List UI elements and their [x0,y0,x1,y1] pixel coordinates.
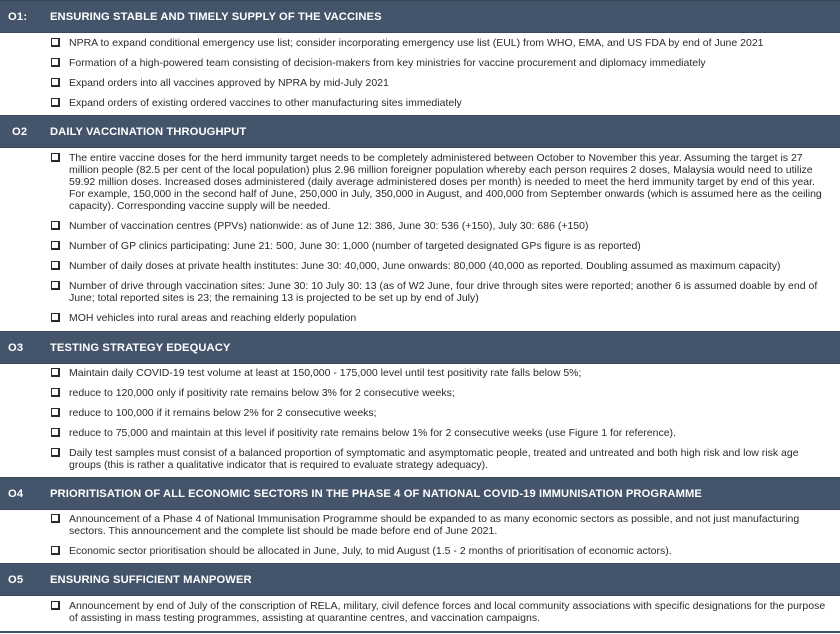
checkbox-square-icon [51,514,60,523]
item-text: Number of GP clinics participating: June 21: 500, June 30: 1,000 (number of targeted designated GPs figure is as reported) [69,240,641,252]
list-item [0,387,840,399]
item-text: Economic sector prioritisation should be allocated in June, July, to mid August (1.5 - 2 months of prioritisation of economic actors). [69,545,672,557]
list-item [0,260,840,272]
list-item [0,152,840,212]
list-item [0,545,840,557]
checkbox-square-icon [51,38,60,47]
item-text: Number of drive through vaccination sites: June 30: 10 July 30: 13 (as of W2 June, four drive through sites were reported; another 6 is assumed doable by end of June; total reported sites is 23; the remaining 13 is projected to be set up by end of July) [69,280,818,304]
section-body [0,148,840,331]
section-title: DAILY VACCINATION THROUGHPUT [50,125,247,138]
section-body [0,510,840,563]
section-body [0,596,840,633]
checkbox-square-icon [51,78,60,87]
section-body [0,364,840,477]
item-text: MOH vehicles into rural areas and reaching elderly population [69,312,357,324]
item-text: reduce to 120,000 only if positivity rate remains below 3% for 2 consecutive weeks; [69,387,455,399]
list-item [0,240,840,252]
item-text: reduce to 75,000 and maintain at this level if positivity rate remains below 1% for 2 consecutive weeks (use Figure 1 for reference). [69,427,676,439]
checkbox-square-icon [51,408,60,417]
checkbox-square-icon [51,221,60,230]
list-item [0,77,840,89]
checkbox-square-icon [51,98,60,107]
section-code: O1: [8,10,28,23]
section-code: O2 [12,125,28,138]
list-item [0,280,840,304]
checkbox-square-icon [51,261,60,270]
section-code: O4 [8,487,24,500]
section-title: TESTING STRATEGY EDEQUACY [50,341,231,354]
section-code: O5 [8,573,24,586]
checkbox-square-icon [51,428,60,437]
item-text: Announcement of a Phase 4 of National Immunisation Programme should be expanded to as many economic sectors as possible, and not just manufacturing sectors. This announcement and the complete list should be made before end of June 2021. [69,513,800,537]
item-text: The entire vaccine doses for the herd immunity target needs to be completely administered between October to November this year. Assuming the target is 27 million people (82.5 per cent of the local population) plus 2.96 million foreigner population whereby each person requires 2 doses, Malaysia would need to utilize 59.92 million doses. Increased doses administered (daily average administered doses per month) is needed to meet the herd immunity target by end of this year. For example, 150,000 in the second half of June, 250,000 in July, 350,000 in August, and 400,000 from September onwards (which is assumed here as the ceiling capacity). Corresponding vaccine supply will be needed. [69,152,822,212]
section-o3 [0,331,840,477]
checkbox-square-icon [51,58,60,67]
item-text: Number of vaccination centres (PPVs) nationwide: as of June 12: 386, June 30: 536 (+150), July 30: 686 (+150) [69,220,589,232]
section-header [0,331,840,364]
item-text: Daily test samples must consist of a balanced proportion of symptomatic and asymptomatic people, treated and untreated and both high risk and low risk age groups (this is rather a qualitative indicator that is required to evaluate strategy adequacy). [69,447,799,471]
list-item [0,600,840,624]
checkbox-square-icon [51,313,60,322]
list-item [0,407,840,419]
checkbox-square-icon [51,281,60,290]
checkbox-square-icon [51,448,60,457]
section-header [0,0,840,33]
checkbox-square-icon [51,601,60,610]
checkbox-square-icon [51,153,60,162]
item-text: Announcement by end of July of the conscription of RELA, military, civil defence forces and local community associations with specific designations for the purpose of assisting in mass testing programmes, assisting at quarantine centres, and vaccination campaigns. [69,600,826,624]
section-title: ENSURING SUFFICIENT MANPOWER [50,573,252,586]
list-item [0,97,840,109]
list-item [0,427,840,439]
section-header [0,115,840,148]
list-item [0,37,840,49]
list-item [0,513,840,537]
list-item [0,312,840,324]
section-o1 [0,0,840,115]
section-o5 [0,563,840,633]
section-header [0,477,840,510]
checkbox-square-icon [51,368,60,377]
section-title: PRIORITISATION OF ALL ECONOMIC SECTORS IN THE PHASE 4 OF NATIONAL COVID-19 IMMUNISATION PROGRAMME [50,487,702,500]
item-text: Number of daily doses at private health institutes: June 30: 40,000, June onwards: 80,000 (40,000 as reported. Doubling assumed as maximum capacity) [69,260,781,272]
item-text: Formation of a high-powered team consisting of decision-makers from key ministries for vaccine procurement and diplomacy immediately [69,57,706,69]
section-o4 [0,477,840,563]
section-header [0,563,840,596]
section-title: ENSURING STABLE AND TIMELY SUPPLY OF THE VACCINES [50,10,382,23]
item-text: Expand orders of existing ordered vaccines to other manufacturing sites immediately [69,97,462,109]
section-body [0,33,840,115]
checkbox-square-icon [51,241,60,250]
list-item [0,447,840,471]
checkbox-square-icon [51,388,60,397]
item-text: Expand orders into all vaccines approved by NPRA by mid-July 2021 [69,77,389,89]
item-text: reduce to 100,000 if it remains below 2% for 2 consecutive weeks; [69,407,377,419]
section-o2 [0,115,840,331]
item-text: NPRA to expand conditional emergency use list; consider incorporating emergency use list (EUL) from WHO, EMA, and US FDA by end of June 2021 [69,37,764,49]
checkbox-square-icon [51,546,60,555]
list-item [0,367,840,379]
list-item [0,220,840,232]
section-code: O3 [8,341,24,354]
item-text: Maintain daily COVID-19 test volume at least at 150,000 - 175,000 level until test positivity rate falls below 5%; [69,367,582,379]
list-item [0,57,840,69]
